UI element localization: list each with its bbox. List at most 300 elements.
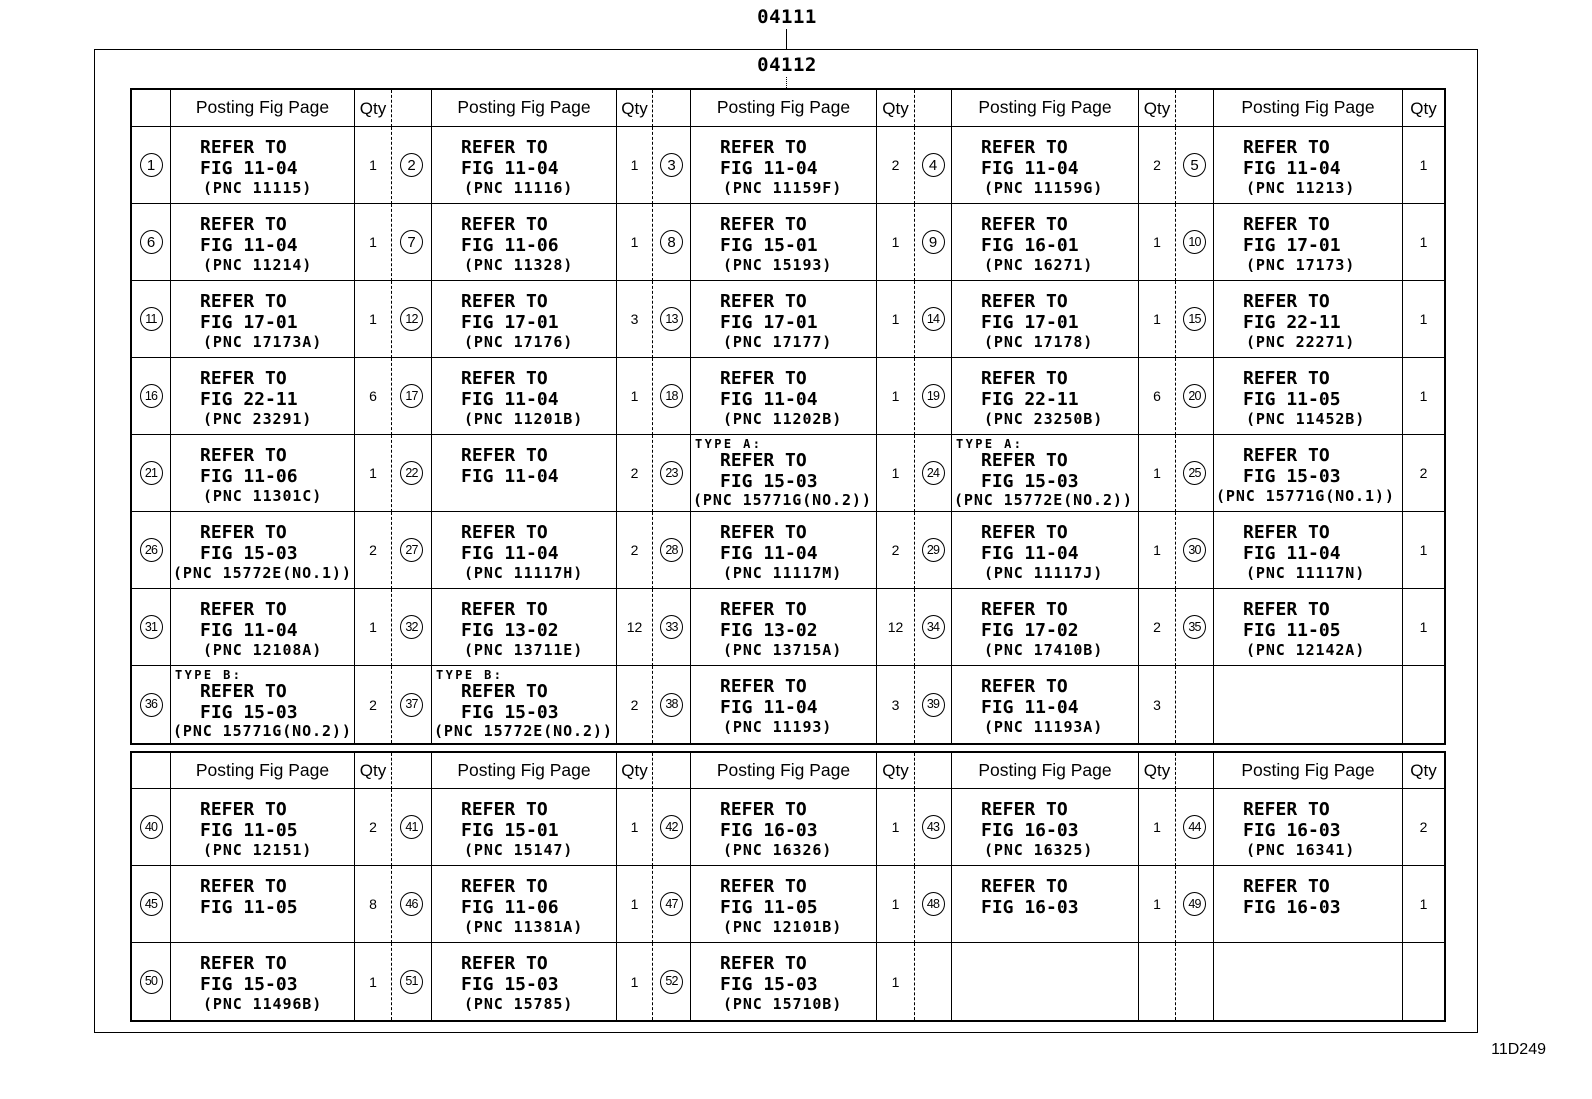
- circled-number: 36: [140, 693, 163, 717]
- refer-to-label: REFER TO: [720, 522, 807, 543]
- circled-number: 30: [1183, 538, 1206, 562]
- posting-cell: [952, 281, 1139, 358]
- circled-number: 52: [660, 970, 683, 994]
- posting-cell: [952, 589, 1139, 666]
- fig-reference: FIG 17-01: [200, 312, 298, 333]
- circled-number: 40: [140, 815, 163, 839]
- circled-number: 32: [400, 615, 423, 639]
- header-posting-fig-page: Posting Fig Page: [1214, 90, 1403, 127]
- circled-number: 51: [400, 970, 423, 994]
- ref-number-cell: [392, 435, 432, 512]
- ref-number-cell: [1176, 789, 1214, 866]
- qty-cell: 1: [355, 204, 392, 281]
- ref-number-cell: [132, 127, 171, 204]
- posting-cell: [1214, 204, 1403, 281]
- refer-to-label: REFER TO: [200, 214, 287, 235]
- fig-reference: FIG 17-02: [981, 620, 1079, 641]
- pnc-code: (PNC 17173): [1246, 256, 1356, 274]
- refer-to-label: REFER TO: [461, 681, 548, 702]
- posting-cell: [171, 435, 355, 512]
- refer-to-label: REFER TO: [200, 599, 287, 620]
- circled-number: 7: [400, 230, 423, 254]
- refer-to-label: REFER TO: [981, 450, 1068, 471]
- qty-cell: 1: [1403, 281, 1444, 358]
- circled-number: 8: [660, 230, 683, 254]
- ref-number-cell: [132, 281, 171, 358]
- circled-number: 16: [140, 384, 163, 408]
- pnc-code: (PNC 11193): [723, 718, 833, 736]
- qty-cell: 2: [877, 512, 915, 589]
- circled-number: 50: [140, 970, 163, 994]
- pnc-code: (PNC 11193A): [984, 718, 1104, 736]
- header-qty: Qty: [355, 90, 392, 127]
- ref-number-cell: [653, 666, 691, 743]
- ref-number-cell: [915, 127, 952, 204]
- refer-to-label: REFER TO: [1243, 291, 1330, 312]
- refer-to-label: REFER TO: [720, 676, 807, 697]
- posting-cell: [952, 512, 1139, 589]
- ref-number-cell: [132, 943, 171, 1020]
- circled-number: 31: [140, 615, 163, 639]
- posting-cell: [1214, 127, 1403, 204]
- qty-cell: 2: [877, 127, 915, 204]
- empty-posting-cell: [952, 943, 1139, 1020]
- qty-cell: 1: [355, 281, 392, 358]
- header-posting-fig-page: Posting Fig Page: [432, 753, 617, 789]
- header-qty: Qty: [1403, 753, 1444, 789]
- header-number-cell: [1176, 90, 1214, 127]
- pnc-code: (PNC 15772E(NO.2)): [434, 722, 613, 740]
- pnc-code: (PNC 15785): [464, 995, 574, 1013]
- posting-cell: [952, 666, 1139, 743]
- qty-cell: 2: [617, 666, 653, 743]
- pnc-code: (PNC 23250B): [984, 410, 1104, 428]
- ref-number-cell: [132, 358, 171, 435]
- ref-number-cell: [653, 943, 691, 1020]
- refer-to-label: REFER TO: [981, 799, 1068, 820]
- qty-cell: 1: [877, 866, 915, 943]
- refer-to-label: REFER TO: [200, 799, 287, 820]
- ref-number-cell: [392, 358, 432, 435]
- figure-id-label: 11D249: [1491, 1041, 1546, 1058]
- qty-cell: 1: [877, 789, 915, 866]
- fig-reference: FIG 15-03: [461, 702, 559, 723]
- qty-cell: 1: [1139, 281, 1176, 358]
- circled-number: 49: [1183, 892, 1206, 916]
- posting-cell: [1214, 435, 1403, 512]
- posting-cell: [1214, 866, 1403, 943]
- fig-reference: FIG 22-11: [981, 389, 1079, 410]
- refer-to-label: REFER TO: [981, 291, 1068, 312]
- ref-number-cell: [915, 666, 952, 743]
- fig-reference: FIG 11-06: [200, 466, 298, 487]
- pnc-code: (PNC 17410B): [984, 641, 1104, 659]
- pnc-code: (PNC 12151): [203, 841, 313, 859]
- posting-cell: [1214, 358, 1403, 435]
- circled-number: 23: [660, 461, 683, 485]
- posting-cell: [171, 512, 355, 589]
- refer-to-label: REFER TO: [461, 522, 548, 543]
- ref-number-cell: [915, 789, 952, 866]
- ref-number-cell: [1176, 866, 1214, 943]
- posting-cell: [691, 435, 877, 512]
- circled-number: 11: [140, 307, 163, 331]
- pnc-code: (PNC 15772E(NO.1)): [173, 564, 352, 582]
- header-number-cell: [392, 753, 432, 789]
- posting-cell: [432, 943, 617, 1020]
- qty-cell: 1: [617, 866, 653, 943]
- qty-cell: 1: [1139, 512, 1176, 589]
- circled-number: 22: [400, 461, 423, 485]
- posting-cell: [171, 943, 355, 1020]
- fig-reference: FIG 22-11: [200, 389, 298, 410]
- pnc-code: (PNC 11213): [1246, 179, 1356, 197]
- circled-number: 37: [400, 693, 423, 717]
- circled-number: 14: [922, 307, 945, 331]
- refer-to-label: REFER TO: [461, 445, 548, 466]
- qty-cell: 1: [1139, 204, 1176, 281]
- pnc-code: (PNC 15771G(NO.2)): [173, 722, 352, 740]
- posting-cell: [952, 435, 1139, 512]
- refer-to-label: REFER TO: [461, 799, 548, 820]
- fig-reference: FIG 11-04: [200, 235, 298, 256]
- circled-number: 1: [140, 153, 163, 177]
- ref-number-cell: [915, 281, 952, 358]
- fig-reference: FIG 11-04: [720, 697, 818, 718]
- header-number-cell: [915, 90, 952, 127]
- pnc-code: (PNC 11117H): [464, 564, 584, 582]
- header-number-cell: [915, 753, 952, 789]
- circled-number: 25: [1183, 461, 1206, 485]
- ref-number-cell: [653, 358, 691, 435]
- refer-to-label: REFER TO: [720, 953, 807, 974]
- header-posting-fig-page: Posting Fig Page: [691, 753, 877, 789]
- refer-to-label: REFER TO: [200, 445, 287, 466]
- qty-cell: 6: [355, 358, 392, 435]
- header-qty: Qty: [877, 753, 915, 789]
- qty-cell: 1: [1139, 866, 1176, 943]
- circled-number: 43: [922, 815, 945, 839]
- qty-cell: 2: [1403, 435, 1444, 512]
- ref-number-cell: [1176, 204, 1214, 281]
- pnc-code: (PNC 22271): [1246, 333, 1356, 351]
- ref-number-cell: [392, 589, 432, 666]
- qty-cell: 2: [1139, 589, 1176, 666]
- header-posting-fig-page: Posting Fig Page: [1214, 753, 1403, 789]
- header-posting-fig-page: Posting Fig Page: [952, 90, 1139, 127]
- ref-number-cell: [1176, 358, 1214, 435]
- pnc-code: (PNC 16325): [984, 841, 1094, 859]
- posting-cell: [691, 127, 877, 204]
- qty-cell: 3: [877, 666, 915, 743]
- qty-cell: 1: [617, 358, 653, 435]
- refer-to-label: REFER TO: [720, 214, 807, 235]
- qty-cell: 2: [617, 512, 653, 589]
- posting-cell: [1214, 589, 1403, 666]
- ref-number-cell: [653, 435, 691, 512]
- qty-cell: 1: [617, 789, 653, 866]
- qty-cell: 1: [877, 281, 915, 358]
- ref-number-cell: [653, 866, 691, 943]
- pnc-code: (PNC 16326): [723, 841, 833, 859]
- pnc-code: (PNC 12108A): [203, 641, 323, 659]
- fig-reference: FIG 17-01: [1243, 235, 1341, 256]
- header-posting-fig-page: Posting Fig Page: [432, 90, 617, 127]
- parts-reference-table-lower: [132, 753, 1444, 1020]
- circled-number: 34: [922, 615, 945, 639]
- circled-number: 2: [400, 153, 423, 177]
- circled-number: 24: [922, 461, 945, 485]
- refer-to-label: REFER TO: [981, 599, 1068, 620]
- empty-number-cell: [1176, 943, 1214, 1020]
- header-qty: Qty: [1139, 90, 1176, 127]
- posting-cell: [432, 512, 617, 589]
- qty-cell: 1: [617, 127, 653, 204]
- circled-number: 33: [660, 615, 683, 639]
- posting-cell: [1214, 512, 1403, 589]
- qty-cell: 1: [877, 358, 915, 435]
- header-posting-fig-page: Posting Fig Page: [171, 753, 355, 789]
- circled-number: 45: [140, 892, 163, 916]
- ref-number-cell: [1176, 512, 1214, 589]
- header-number-cell: [132, 753, 171, 789]
- circled-number: 47: [660, 892, 683, 916]
- ref-number-cell: [132, 789, 171, 866]
- refer-to-label: REFER TO: [200, 368, 287, 389]
- qty-cell: 1: [617, 943, 653, 1020]
- header-number-cell: [653, 753, 691, 789]
- qty-cell: 2: [355, 789, 392, 866]
- refer-to-label: REFER TO: [981, 676, 1068, 697]
- circled-number: 3: [660, 153, 683, 177]
- fig-reference: FIG 11-05: [1243, 620, 1341, 641]
- qty-cell: 1: [877, 204, 915, 281]
- refer-to-label: REFER TO: [720, 368, 807, 389]
- empty-qty-cell: [1403, 943, 1444, 1020]
- posting-cell: [691, 589, 877, 666]
- refer-to-label: REFER TO: [981, 137, 1068, 158]
- fig-reference: FIG 17-01: [461, 312, 559, 333]
- posting-cell: [1214, 789, 1403, 866]
- circled-number: 10: [1183, 230, 1206, 254]
- ref-number-cell: [915, 512, 952, 589]
- posting-cell: [691, 281, 877, 358]
- header-qty: Qty: [617, 90, 653, 127]
- fig-reference: FIG 11-04: [981, 543, 1079, 564]
- pnc-code: (PNC 15710B): [723, 995, 843, 1013]
- refer-to-label: REFER TO: [981, 214, 1068, 235]
- ref-number-cell: [1176, 435, 1214, 512]
- posting-cell: [432, 204, 617, 281]
- pnc-code: (PNC 13715A): [723, 641, 843, 659]
- fig-reference: FIG 11-04: [461, 158, 559, 179]
- qty-cell: 1: [877, 943, 915, 1020]
- header-number-cell: [132, 90, 171, 127]
- posting-cell: [691, 512, 877, 589]
- refer-to-label: REFER TO: [1243, 368, 1330, 389]
- circled-number: 19: [922, 384, 945, 408]
- pnc-code: (PNC 15193): [723, 256, 833, 274]
- header-number-cell: [1176, 753, 1214, 789]
- type-label: TYPE A:: [695, 437, 763, 451]
- fig-reference: FIG 11-05: [200, 897, 298, 918]
- qty-cell: 8: [355, 866, 392, 943]
- circled-number: 18: [660, 384, 683, 408]
- pnc-code: (PNC 11328): [464, 256, 574, 274]
- posting-cell: [952, 866, 1139, 943]
- posting-cell: [171, 666, 355, 743]
- refer-to-label: REFER TO: [200, 953, 287, 974]
- posting-cell: [171, 204, 355, 281]
- fig-reference: FIG 15-01: [720, 235, 818, 256]
- ref-number-cell: [392, 281, 432, 358]
- refer-to-label: REFER TO: [200, 137, 287, 158]
- posting-cell: [171, 866, 355, 943]
- qty-cell: 2: [617, 435, 653, 512]
- qty-cell: 1: [1403, 204, 1444, 281]
- ref-number-cell: [392, 127, 432, 204]
- header-qty: Qty: [617, 753, 653, 789]
- fig-reference: FIG 11-05: [200, 820, 298, 841]
- circled-number: 39: [922, 693, 945, 717]
- qty-cell: 1: [1139, 789, 1176, 866]
- ref-number-cell: [392, 866, 432, 943]
- fig-reference: FIG 11-04: [461, 466, 559, 487]
- fig-reference: FIG 11-04: [981, 158, 1079, 179]
- header-posting-fig-page: Posting Fig Page: [691, 90, 877, 127]
- fig-reference: FIG 15-03: [461, 974, 559, 995]
- posting-cell: [1214, 281, 1403, 358]
- posting-cell: [432, 666, 617, 743]
- posting-cell: [691, 358, 877, 435]
- ref-number-cell: [915, 589, 952, 666]
- circled-number: 12: [400, 307, 423, 331]
- pnc-code: (PNC 11301C): [203, 487, 323, 505]
- circled-number: 21: [140, 461, 163, 485]
- refer-to-label: REFER TO: [461, 137, 548, 158]
- parts-reference-table-upper: [132, 90, 1444, 743]
- ref-number-cell: [915, 435, 952, 512]
- qty-cell: 1: [355, 589, 392, 666]
- fig-reference: FIG 15-03: [200, 974, 298, 995]
- pnc-code: (PNC 11159G): [984, 179, 1104, 197]
- pnc-code: (PNC 11159F): [723, 179, 843, 197]
- qty-cell: 1: [1403, 358, 1444, 435]
- refer-to-label: REFER TO: [1243, 522, 1330, 543]
- refer-to-label: REFER TO: [720, 450, 807, 471]
- posting-cell: [432, 127, 617, 204]
- circled-number: 4: [922, 153, 945, 177]
- empty-qty-cell: [1403, 666, 1444, 743]
- ref-number-cell: [1176, 281, 1214, 358]
- header-qty: Qty: [1139, 753, 1176, 789]
- refer-to-label: REFER TO: [1243, 799, 1330, 820]
- ref-number-cell: [653, 281, 691, 358]
- ref-number-cell: [392, 789, 432, 866]
- fig-reference: FIG 11-05: [720, 897, 818, 918]
- header-qty: Qty: [1403, 90, 1444, 127]
- posting-cell: [171, 281, 355, 358]
- posting-cell: [432, 589, 617, 666]
- circled-number: 44: [1183, 815, 1206, 839]
- qty-cell: 3: [1139, 666, 1176, 743]
- refer-to-label: REFER TO: [981, 876, 1068, 897]
- sub-assembly-leader-line: [786, 77, 787, 90]
- ref-number-cell: [392, 204, 432, 281]
- fig-reference: FIG 11-04: [461, 543, 559, 564]
- pnc-code: (PNC 11381A): [464, 918, 584, 936]
- circled-number: 17: [400, 384, 423, 408]
- type-label: TYPE B:: [436, 668, 504, 682]
- ref-number-cell: [915, 358, 952, 435]
- ref-number-cell: [392, 943, 432, 1020]
- refer-to-label: REFER TO: [720, 599, 807, 620]
- qty-cell: 12: [877, 589, 915, 666]
- circled-number: 46: [400, 892, 423, 916]
- empty-number-cell: [1176, 666, 1214, 743]
- qty-cell: 1: [1403, 512, 1444, 589]
- pnc-code: (PNC 11214): [203, 256, 313, 274]
- fig-reference: FIG 15-03: [200, 702, 298, 723]
- ref-number-cell: [653, 512, 691, 589]
- fig-reference: FIG 15-03: [200, 543, 298, 564]
- type-label: TYPE A:: [956, 437, 1024, 451]
- fig-reference: FIG 22-11: [1243, 312, 1341, 333]
- fig-reference: FIG 15-03: [720, 974, 818, 995]
- fig-reference: FIG 11-04: [200, 620, 298, 641]
- refer-to-label: REFER TO: [720, 799, 807, 820]
- qty-cell: 1: [355, 127, 392, 204]
- fig-reference: FIG 11-04: [1243, 158, 1341, 179]
- ref-number-cell: [653, 589, 691, 666]
- circled-number: 15: [1183, 307, 1206, 331]
- fig-reference: FIG 15-03: [1243, 466, 1341, 487]
- circled-number: 26: [140, 538, 163, 562]
- sub-assembly-code-label: 04112: [757, 54, 817, 76]
- circled-number: 38: [660, 693, 683, 717]
- refer-to-label: REFER TO: [1243, 599, 1330, 620]
- fig-reference: FIG 11-04: [200, 158, 298, 179]
- ref-number-cell: [132, 204, 171, 281]
- refer-to-label: REFER TO: [200, 291, 287, 312]
- ref-number-cell: [132, 435, 171, 512]
- qty-cell: 2: [1139, 127, 1176, 204]
- posting-cell: [432, 866, 617, 943]
- posting-cell: [952, 789, 1139, 866]
- pnc-code: (PNC 17178): [984, 333, 1094, 351]
- fig-reference: FIG 11-05: [1243, 389, 1341, 410]
- pnc-code: (PNC 15147): [464, 841, 574, 859]
- posting-cell: [952, 204, 1139, 281]
- qty-cell: 1: [617, 204, 653, 281]
- fig-reference: FIG 15-03: [720, 471, 818, 492]
- circled-number: 6: [140, 230, 163, 254]
- refer-to-label: REFER TO: [461, 953, 548, 974]
- pnc-code: (PNC 17176): [464, 333, 574, 351]
- ref-number-cell: [915, 204, 952, 281]
- header-number-cell: [392, 90, 432, 127]
- circled-number: 28: [660, 538, 683, 562]
- circled-number: 41: [400, 815, 423, 839]
- pnc-code: (PNC 12101B): [723, 918, 843, 936]
- fig-reference: FIG 17-01: [981, 312, 1079, 333]
- pnc-code: (PNC 23291): [203, 410, 313, 428]
- pnc-code: (PNC 11115): [203, 179, 313, 197]
- pnc-code: (PNC 11116): [464, 179, 574, 197]
- pnc-code: (PNC 13711E): [464, 641, 584, 659]
- posting-cell: [691, 789, 877, 866]
- header-qty: Qty: [355, 753, 392, 789]
